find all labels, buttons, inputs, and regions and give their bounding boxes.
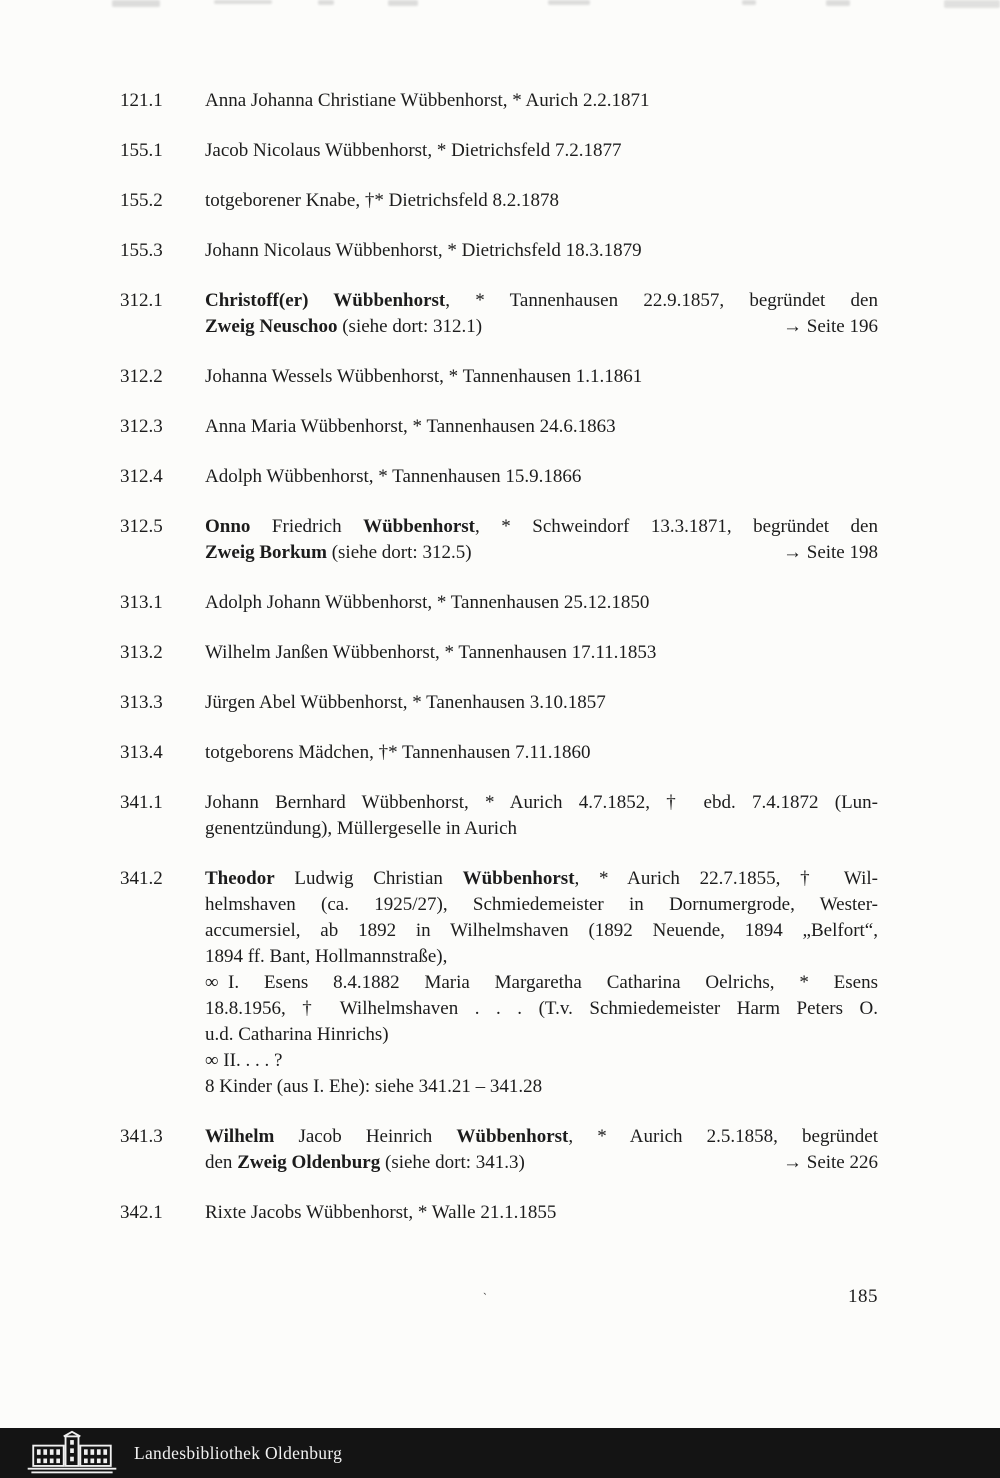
scan-mark: ` <box>481 1289 489 1306</box>
text-line: ∞ II. . . . ? <box>205 1050 283 1071</box>
entry-text <box>205 414 878 440</box>
text-line: 8 Kinder (aus I. Ehe): siehe 341.21 – 341.28 <box>205 1076 543 1097</box>
entry-text <box>205 88 878 114</box>
entry-text <box>205 690 878 716</box>
entry <box>120 740 878 766</box>
entry-number: 313.2 <box>120 642 163 663</box>
entry <box>120 364 878 390</box>
entry-number: 155.3 <box>120 240 163 261</box>
text-line: Johanna Wessels Wübbenhorst, * Tannenhausen 1.1.1861 <box>205 366 643 387</box>
entry-number: 313.1 <box>120 592 163 613</box>
scan-artifact <box>214 0 272 4</box>
entry-number: 312.2 <box>120 366 163 387</box>
text-line: Zweig Neuschoo (siehe dort: 312.1) → Seite 196 <box>205 314 878 340</box>
text-line: Adolph Wübbenhorst, * Tannenhausen 15.9.1866 <box>205 466 582 487</box>
entry-text <box>205 640 878 666</box>
text-line: Anna Maria Wübbenhorst, * Tannenhausen 24.6.1863 <box>205 416 616 437</box>
entry <box>120 414 878 440</box>
entry-text <box>205 590 878 616</box>
entry-text <box>205 138 878 164</box>
scan-artifact <box>826 0 850 6</box>
text-line: den Zweig Oldenburg (siehe dort: 341.3) → Seite 226 <box>205 1150 878 1176</box>
entry-number: 121.1 <box>120 90 163 111</box>
text-line: Christoff(er) Wübbenhorst, * Tannenhausen 22.9.1857, begründet den <box>205 290 878 311</box>
page-number: 185 <box>848 1286 878 1307</box>
text-line: genentzündung), Müllergeselle in Aurich <box>205 818 518 839</box>
entry-number: 313.4 <box>120 742 163 763</box>
text-line: totgeborener Knabe, †* Dietrichsfeld 8.2.1878 <box>205 190 560 211</box>
page-footer-row <box>120 1284 878 1311</box>
entry-text <box>205 364 878 390</box>
scan-artifact <box>742 0 756 5</box>
scan-artifact <box>944 0 1000 8</box>
entry-text <box>205 866 878 1100</box>
text-line: helmshaven (ca. 1925/27), Schmiedemeister in Dornumergrode, Wester- <box>205 894 878 915</box>
text-line: Onno Friedrich Wübbenhorst, * Schweindorf 13.3.1871, begründet den <box>205 516 878 537</box>
entry-number: 155.2 <box>120 190 163 211</box>
text-line: totgeborens Mädchen, †* Tannenhausen 7.11.1860 <box>205 742 591 763</box>
entry-text <box>205 288 878 340</box>
entry <box>120 640 878 666</box>
entry <box>120 464 878 490</box>
entry-number: 341.3 <box>120 1126 163 1147</box>
page-reference: → Seite 226 <box>783 1152 878 1173</box>
page-reference: → Seite 198 <box>783 542 878 563</box>
entry <box>120 138 878 164</box>
entry-text <box>205 790 878 842</box>
entry <box>120 514 878 566</box>
entry-text <box>205 238 878 264</box>
entry-number: 312.5 <box>120 516 163 537</box>
entry <box>120 590 878 616</box>
entry-text <box>205 464 878 490</box>
entry <box>120 88 878 114</box>
scan-artifact <box>548 0 590 5</box>
entry-number: 313.3 <box>120 692 163 713</box>
entry-number: 312.4 <box>120 466 163 487</box>
entry-number: 341.1 <box>120 792 163 813</box>
entry <box>120 288 878 340</box>
entry-text <box>205 188 878 214</box>
entry <box>120 1200 878 1226</box>
entry-text <box>205 514 878 566</box>
entry-number: 155.1 <box>120 140 163 161</box>
library-footer-bar <box>0 1428 1000 1478</box>
text-line: u.d. Catharina Hinrichs) <box>205 1024 389 1045</box>
scan-artifact <box>388 0 418 6</box>
text-line: Johann Bernhard Wübbenhorst, * Aurich 4.7.1852, † ebd. 7.4.1872 (Lun- <box>205 792 878 813</box>
text-line: Anna Johanna Christiane Wübbenhorst, * Aurich 2.2.1871 <box>205 90 650 111</box>
entry-text <box>205 740 878 766</box>
entry <box>120 690 878 716</box>
text-line: Adolph Johann Wübbenhorst, * Tannenhausen 25.12.1850 <box>205 592 650 613</box>
text-line: 18.8.1956, † Wilhelmshaven . . . (T.v. Schmiedemeister Harm Peters O. <box>205 998 878 1019</box>
page-reference: → Seite 196 <box>783 316 878 337</box>
text-line: Jürgen Abel Wübbenhorst, * Tanenhausen 3.10.1857 <box>205 692 606 713</box>
text-line: Zweig Borkum (siehe dort: 312.5) → Seite 198 <box>205 540 878 566</box>
entry <box>120 238 878 264</box>
entry-list <box>120 88 878 1226</box>
entry <box>120 866 878 1100</box>
library-name: Landesbibliothek Oldenburg <box>134 1442 343 1463</box>
text-line: Wilhelm Jacob Heinrich Wübbenhorst, * Aurich 2.5.1858, begründet <box>205 1126 879 1147</box>
text-line: Theodor Ludwig Christian Wübbenhorst, * Aurich 22.7.1855, † Wil- <box>205 868 878 889</box>
text-line: Rixte Jacobs Wübbenhorst, * Walle 21.1.1855 <box>205 1202 557 1223</box>
entry-number: 342.1 <box>120 1202 163 1223</box>
scan-artifact <box>318 0 334 5</box>
text-line: Jacob Nicolaus Wübbenhorst, * Dietrichsfeld 7.2.1877 <box>205 140 622 161</box>
text-line: Johann Nicolaus Wübbenhorst, * Dietrichsfeld 18.3.1879 <box>205 240 642 261</box>
entry <box>120 188 878 214</box>
entry-text <box>205 1124 878 1176</box>
entry <box>120 790 878 842</box>
text-line: 1894 ff. Bant, Hollmannstraße), <box>205 946 448 967</box>
text-line: Wilhelm Janßen Wübbenhorst, * Tannenhausen 17.11.1853 <box>205 642 657 663</box>
library-building-icon <box>24 1430 120 1476</box>
entry-number: 341.2 <box>120 868 163 889</box>
text-line: ∞ I. Esens 8.4.1882 Maria Margaretha Catharina Oelrichs, * Esens <box>205 972 878 993</box>
text-line: accumersiel, ab 1892 in Wilhelmshaven (1892 Neuende, 1894 „Belfort“, <box>205 920 878 941</box>
entry-number: 312.1 <box>120 290 163 311</box>
scan-artifact <box>112 0 160 7</box>
entry-number: 312.3 <box>120 416 163 437</box>
entry <box>120 1124 878 1176</box>
entry-text <box>205 1200 878 1226</box>
